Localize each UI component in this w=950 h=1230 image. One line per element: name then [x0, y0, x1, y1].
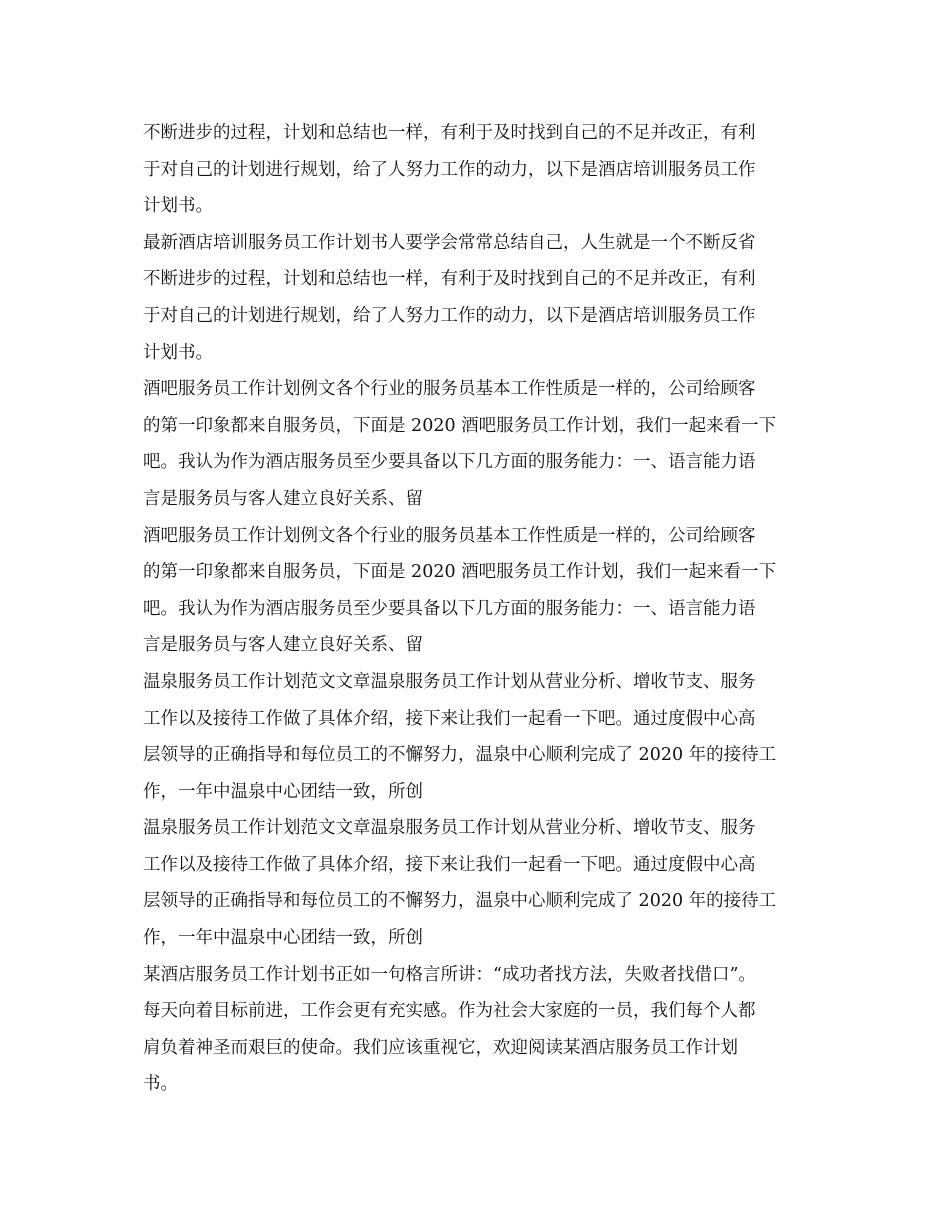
text-line: 计划书。	[143, 342, 213, 363]
text-line: 温泉服务员工作计划范文文章温泉服务员工作计划从营业分析、增收节支、服务	[143, 671, 756, 692]
text-line: 层领导的正确指导和每位员工的不懈努力，温泉中心顺利完成了 2020 年的接待工	[143, 745, 777, 766]
text-line: 言是服务员与客人建立良好关系、留	[143, 488, 423, 509]
text-line: 酒吧服务员工作计划例文各个行业的服务员基本工作性质是一样的，公司给顾客	[143, 525, 756, 546]
text-line: 的第一印象都来自服务员，下面是 2020 酒吧服务员工作计划，我们一起来看一下	[143, 562, 777, 583]
text-line: 工作以及接待工作做了具体介绍，接下来让我们一起看一下吧。通过度假中心高	[143, 708, 756, 729]
text-line: 书。	[143, 1074, 178, 1095]
text-line: 层领导的正确指导和每位员工的不懈努力，温泉中心顺利完成了 2020 年的接待工	[143, 891, 777, 912]
text-line: 酒吧服务员工作计划例文各个行业的服务员基本工作性质是一样的，公司给顾客	[143, 379, 756, 400]
text-line: 的第一印象都来自服务员，下面是 2020 酒吧服务员工作计划，我们一起来看一下	[143, 415, 777, 436]
text-line: 最新酒店培训服务员工作计划书人要学会常常总结自己，人生就是一个不断反省	[143, 232, 756, 253]
text-line: 言是服务员与客人建立良好关系、留	[143, 635, 423, 656]
text-line: 作，一年中温泉中心团结一致，所创	[143, 928, 423, 949]
text-line: 工作以及接待工作做了具体介绍，接下来让我们一起看一下吧。通过度假中心高	[143, 854, 756, 875]
text-line: 不断进步的过程，计划和总结也一样，有利于及时找到自己的不足并改正，有利	[143, 269, 756, 290]
text-line: 吧。我认为作为酒店服务员至少要具备以下几方面的服务能力：一、语言能力语	[143, 598, 756, 619]
text-line: 于对自己的计划进行规划，给了人努力工作的动力，以下是酒店培训服务员工作	[143, 305, 756, 326]
text-line: 作，一年中温泉中心团结一致，所创	[143, 781, 423, 802]
text-line: 每天向着目标前进，工作会更有充实感。作为社会大家庭的一员，我们每个人都	[143, 1001, 756, 1022]
body-text	[143, 115, 813, 1103]
text-line: 吧。我认为作为酒店服务员至少要具备以下几方面的服务能力：一、语言能力语	[143, 452, 756, 473]
text-line: 于对自己的计划进行规划，给了人努力工作的动力，以下是酒店培训服务员工作	[143, 159, 756, 180]
text-line: 不断进步的过程，计划和总结也一样，有利于及时找到自己的不足并改正，有利	[143, 123, 756, 143]
text-line: 计划书。	[143, 196, 213, 217]
text-line: 肩负着神圣而艰巨的使命。我们应该重视它，欢迎阅读某酒店服务员工作计划	[143, 1037, 738, 1058]
text-line: 温泉服务员工作计划范文文章温泉服务员工作计划从营业分析、增收节支、服务	[143, 818, 756, 839]
text-line: 某酒店服务员工作计划书正如一句格言所讲：“成功者找方法，失败者找借口”。	[143, 964, 756, 985]
